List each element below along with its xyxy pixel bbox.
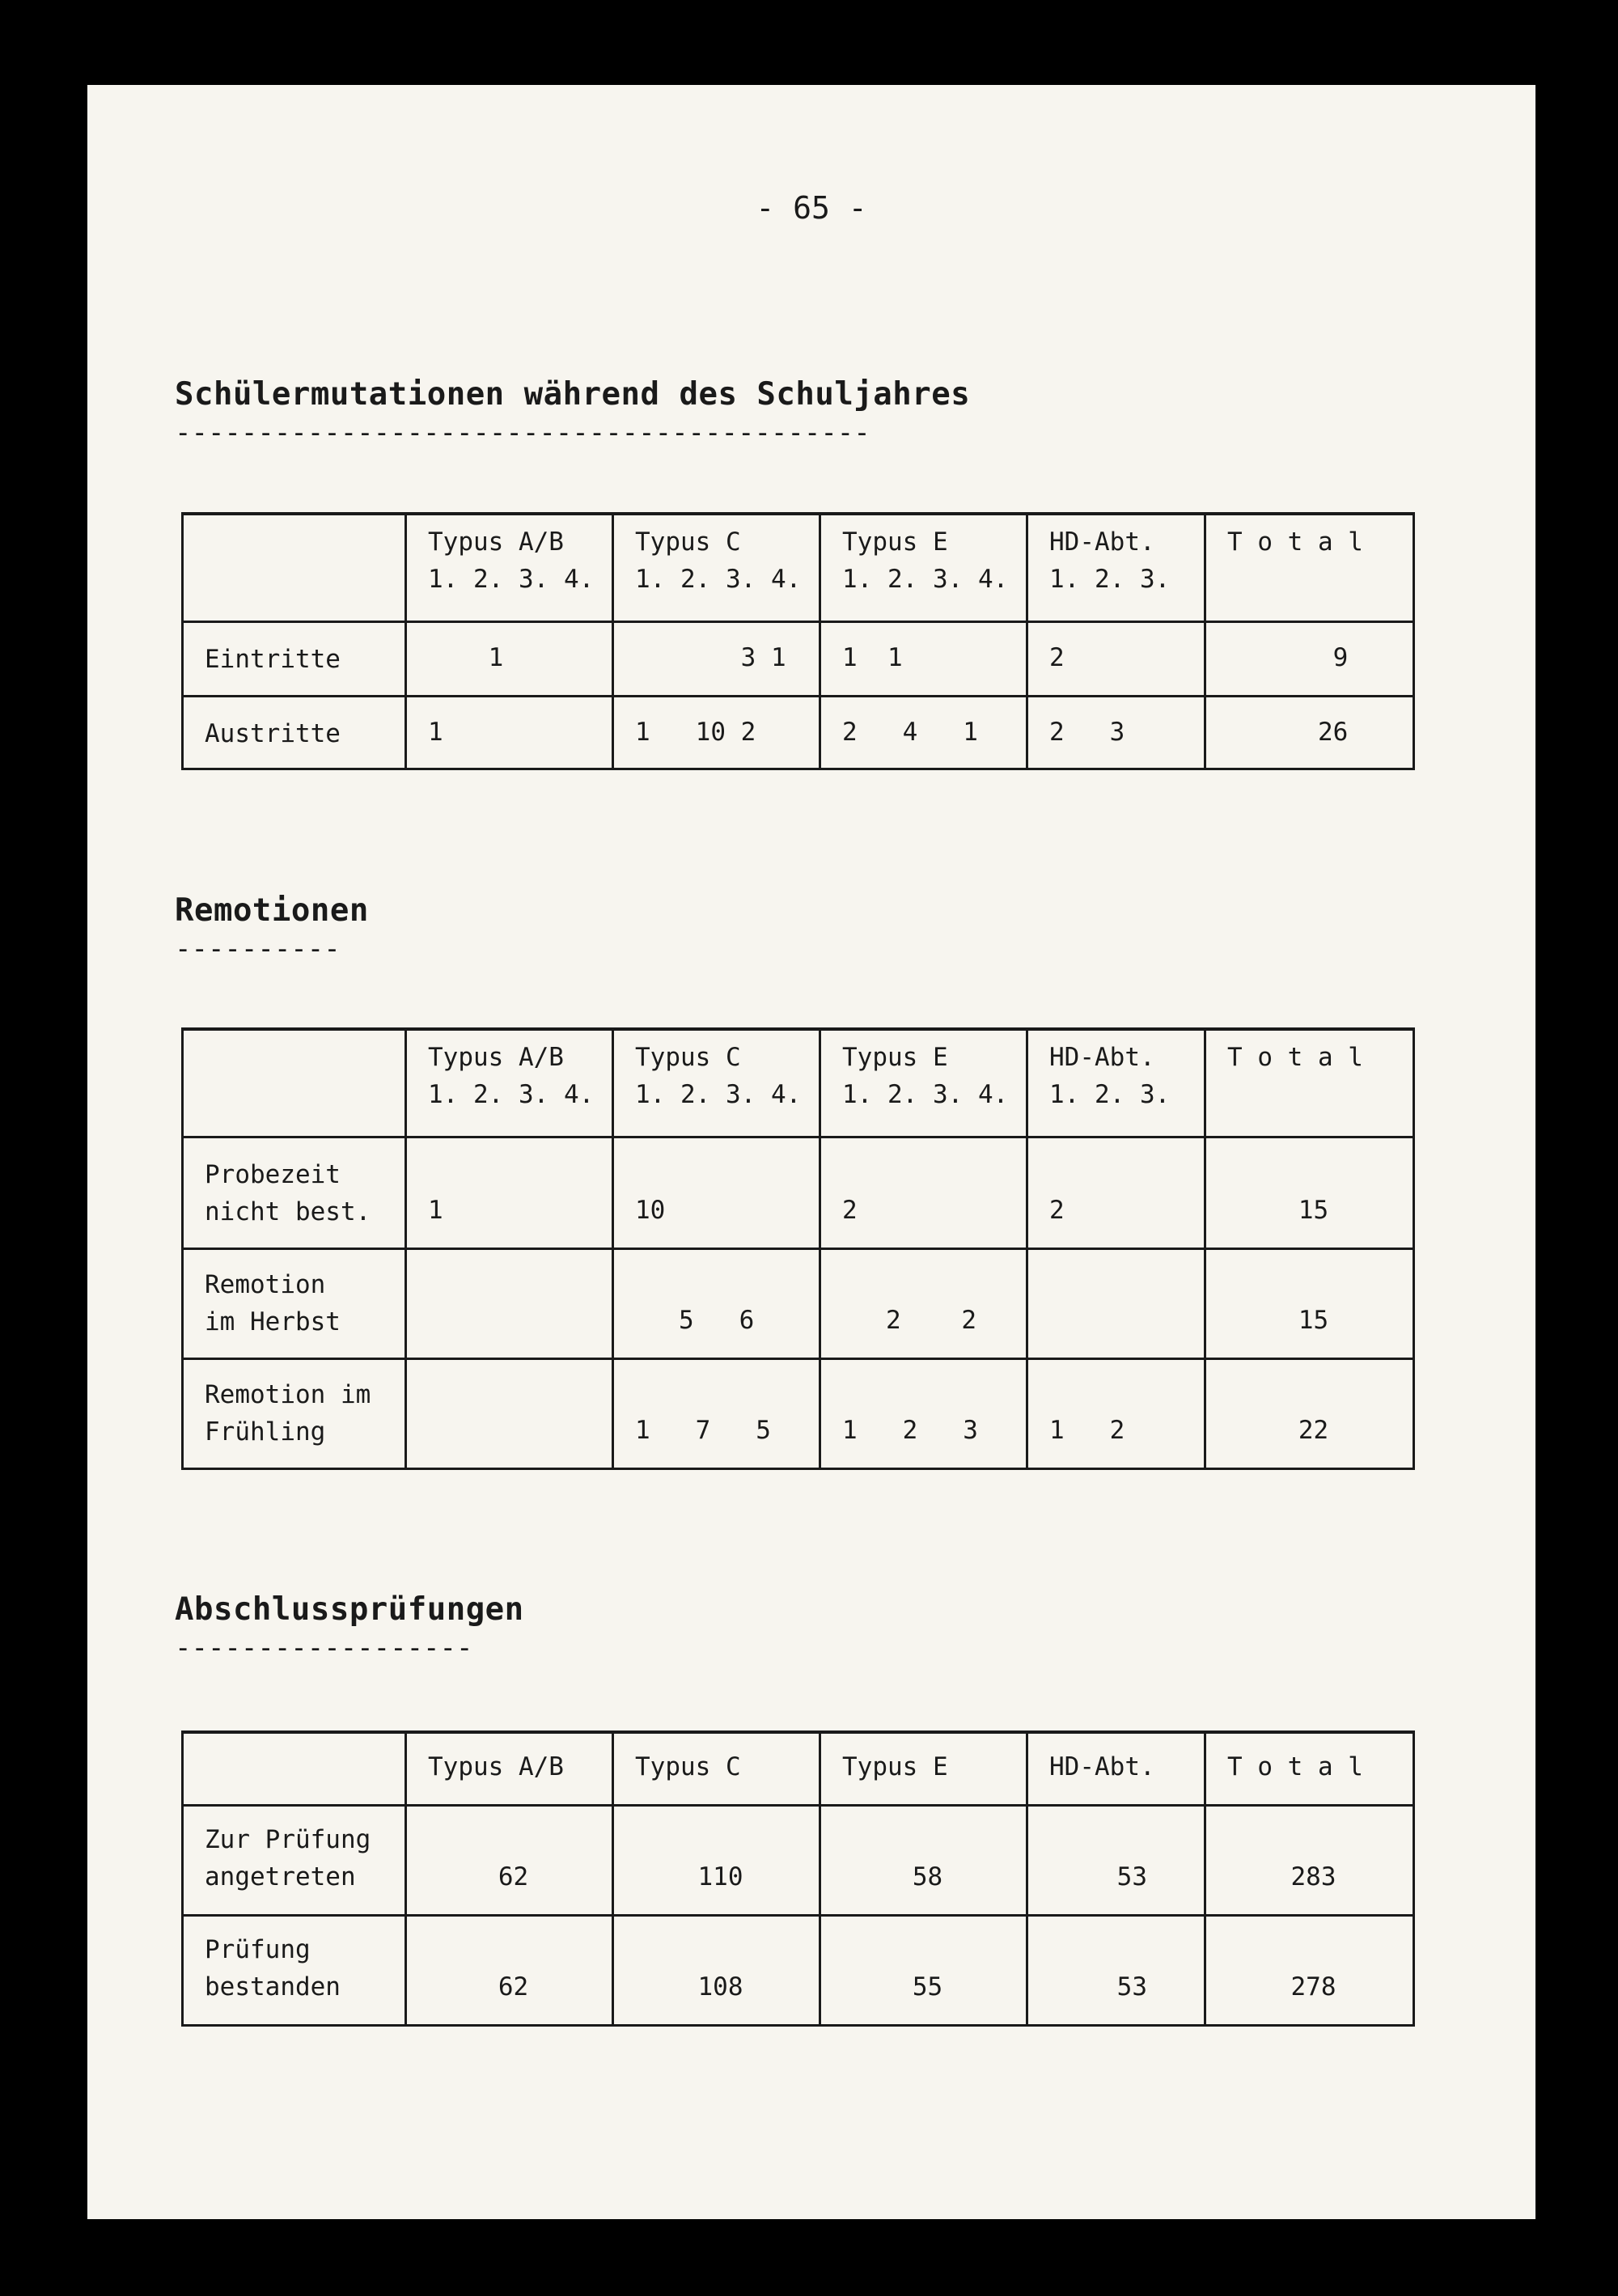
table-cell: 3 1 [613,621,820,696]
header-cell: HD-Abt. [1027,1732,1205,1805]
table-cell: 2 [1027,1137,1205,1248]
section-underline-mutationen: ------------------------------------------ [175,417,870,449]
section-title-mutationen: Schülermutationen während des Schuljahres [175,376,971,413]
section-underline-abschluss: ------------------ [175,1632,473,1664]
table-cell [406,1248,613,1358]
page-number: - 65 - [756,190,867,226]
table-cell: 10 [613,1137,820,1248]
section-title-remotionen: Remotionen [175,892,369,929]
table-cell: 5 6 [613,1248,820,1358]
header-cell [183,1732,406,1805]
table-row [183,621,1414,696]
table-cell: 2 [1027,621,1205,696]
table-row [183,1915,1414,2025]
header-cell [183,514,406,621]
table-row [183,1248,1414,1358]
table-cell: 55 [820,1915,1027,2025]
table-cell: 26 [1205,696,1414,769]
table-cell: 278 [1205,1915,1414,2025]
header-cell: Typus E 1. 2. 3. 4. [820,1029,1027,1137]
table-header-row [183,514,1414,621]
row-label: Prüfung bestanden [183,1915,406,2025]
header-cell: Typus C [613,1732,820,1805]
header-cell: T o t a l [1205,1732,1414,1805]
row-label: Remotion im Frühling [183,1358,406,1468]
header-cell: HD-Abt. 1. 2. 3. [1027,1029,1205,1137]
table-cell: 15 [1205,1248,1414,1358]
document-page [87,85,1535,2219]
table-row [183,1805,1414,1915]
table-cell: 15 [1205,1137,1414,1248]
header-cell: T o t a l [1205,1029,1414,1137]
table-cell: 1 1 [820,621,1027,696]
table-cell: 1 7 5 [613,1358,820,1468]
header-cell: T o t a l [1205,514,1414,621]
table-cell: 1 10 2 [613,696,820,769]
table-cell: 1 [406,1137,613,1248]
table-cell [406,1358,613,1468]
table-cell: 110 [613,1805,820,1915]
mutationen-table [181,512,1415,770]
header-cell [183,1029,406,1137]
table-cell: 2 2 [820,1248,1027,1358]
table-cell: 9 [1205,621,1414,696]
table-cell: 53 [1027,1915,1205,2025]
table-cell: 1 2 3 [820,1358,1027,1468]
table-cell: 58 [820,1805,1027,1915]
row-label: Probezeit nicht best. [183,1137,406,1248]
header-cell: Typus E 1. 2. 3. 4. [820,514,1027,621]
table-row [183,696,1414,769]
table-cell: 62 [406,1805,613,1915]
header-cell: Typus C 1. 2. 3. 4. [613,514,820,621]
header-cell: Typus E [820,1732,1027,1805]
header-cell: Typus C 1. 2. 3. 4. [613,1029,820,1137]
table-cell: 2 4 1 [820,696,1027,769]
table-cell: 62 [406,1915,613,2025]
table-cell: 53 [1027,1805,1205,1915]
table-cell: 1 2 [1027,1358,1205,1468]
abschluss-table [181,1730,1415,2027]
row-label: Eintritte [183,621,406,696]
table-row [183,1358,1414,1468]
table-cell: 108 [613,1915,820,2025]
header-cell: HD-Abt. 1. 2. 3. [1027,514,1205,621]
row-label: Remotion im Herbst [183,1248,406,1358]
row-label: Zur Prüfung angetreten [183,1805,406,1915]
header-cell: Typus A/B 1. 2. 3. 4. [406,1029,613,1137]
section-underline-remotionen: ---------- [175,933,341,965]
table-row [183,1137,1414,1248]
section-title-abschluss: Abschlussprüfungen [175,1591,524,1628]
table-cell: 2 3 [1027,696,1205,769]
table-cell: 22 [1205,1358,1414,1468]
table-cell: 283 [1205,1805,1414,1915]
row-label: Austritte [183,696,406,769]
table-header-row [183,1732,1414,1805]
table-header-row [183,1029,1414,1137]
table-cell [1027,1248,1205,1358]
table-cell: 2 [820,1137,1027,1248]
table-cell: 1 [406,696,613,769]
table-cell: 1 [406,621,613,696]
remotionen-table [181,1027,1415,1470]
header-cell: Typus A/B [406,1732,613,1805]
header-cell: Typus A/B 1. 2. 3. 4. [406,514,613,621]
